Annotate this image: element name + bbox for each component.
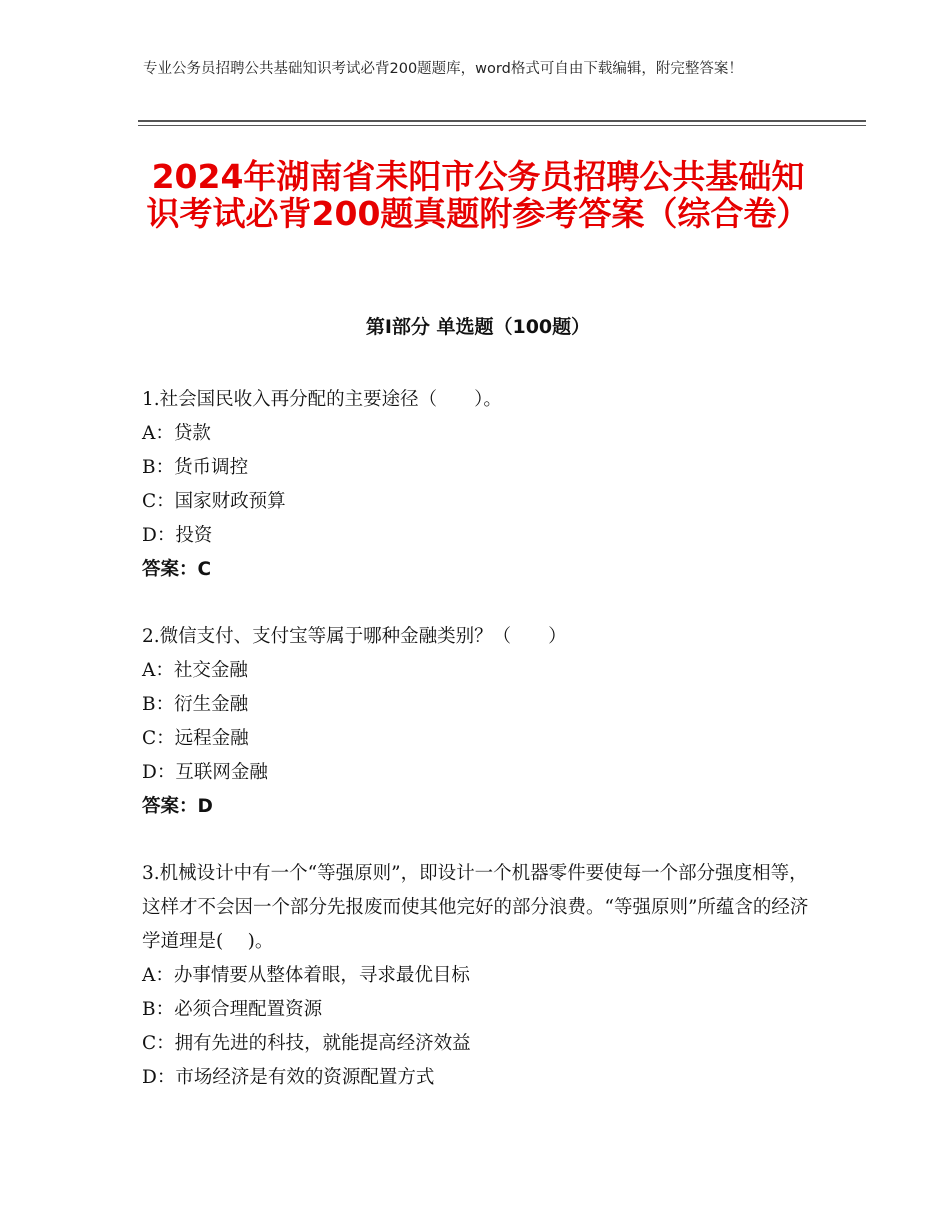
option-c: C：国家财政预算 (142, 491, 286, 512)
header-divider-thick (138, 120, 866, 122)
question-list (142, 383, 814, 1128)
option-c: C：远程金融 (142, 728, 249, 749)
question-stem: 2.微信支付、支付宝等属于哪种金融类别？（ ） (142, 626, 567, 647)
section-title: 第Ⅰ部分 单选题（100题） (365, 316, 591, 338)
option-d: D：市场经济是有效的资源配置方式 (142, 1067, 435, 1088)
option-b: B：货币调控 (142, 457, 249, 478)
option-b: B：衍生金融 (142, 694, 249, 715)
header-divider-thin (138, 125, 866, 126)
answer-label: 答案：C (142, 559, 212, 580)
option-a: A：贷款 (142, 423, 211, 444)
option-d: D：互联网金融 (142, 762, 268, 783)
option-c: C：拥有先进的科技，就能提高经济效益 (142, 1033, 471, 1054)
question-item (142, 383, 814, 587)
answer-label: 答案：D (142, 796, 213, 817)
question-item (142, 620, 814, 824)
question-stem: 3.机械设计中有一个“等强原则”，即设计一个机器零件要使每一个部分强度相等，这样才不会因一个部分先报废而使其他完好的部分浪费。“等强原则”所蕴含的经济学道理是( )。 (142, 863, 809, 952)
document-title: 2024年湖南省耒阳市公务员招聘公共基础知识考试必背200题真题附参考答案（综合卷） (146, 157, 810, 233)
option-a: A：社交金融 (142, 660, 248, 681)
question-stem: 1.社会国民收入再分配的主要途径（ ）。 (142, 389, 502, 410)
option-a: A：办事情要从整体着眼，寻求最优目标 (142, 965, 470, 986)
question-item (142, 857, 814, 1095)
option-d: D：投资 (142, 525, 213, 546)
header-note: 专业公务员招聘公共基础知识考试必背200题题库，word格式可自由下载编辑，附完整答案！ (143, 61, 743, 77)
option-b: B：必须合理配置资源 (142, 999, 323, 1020)
